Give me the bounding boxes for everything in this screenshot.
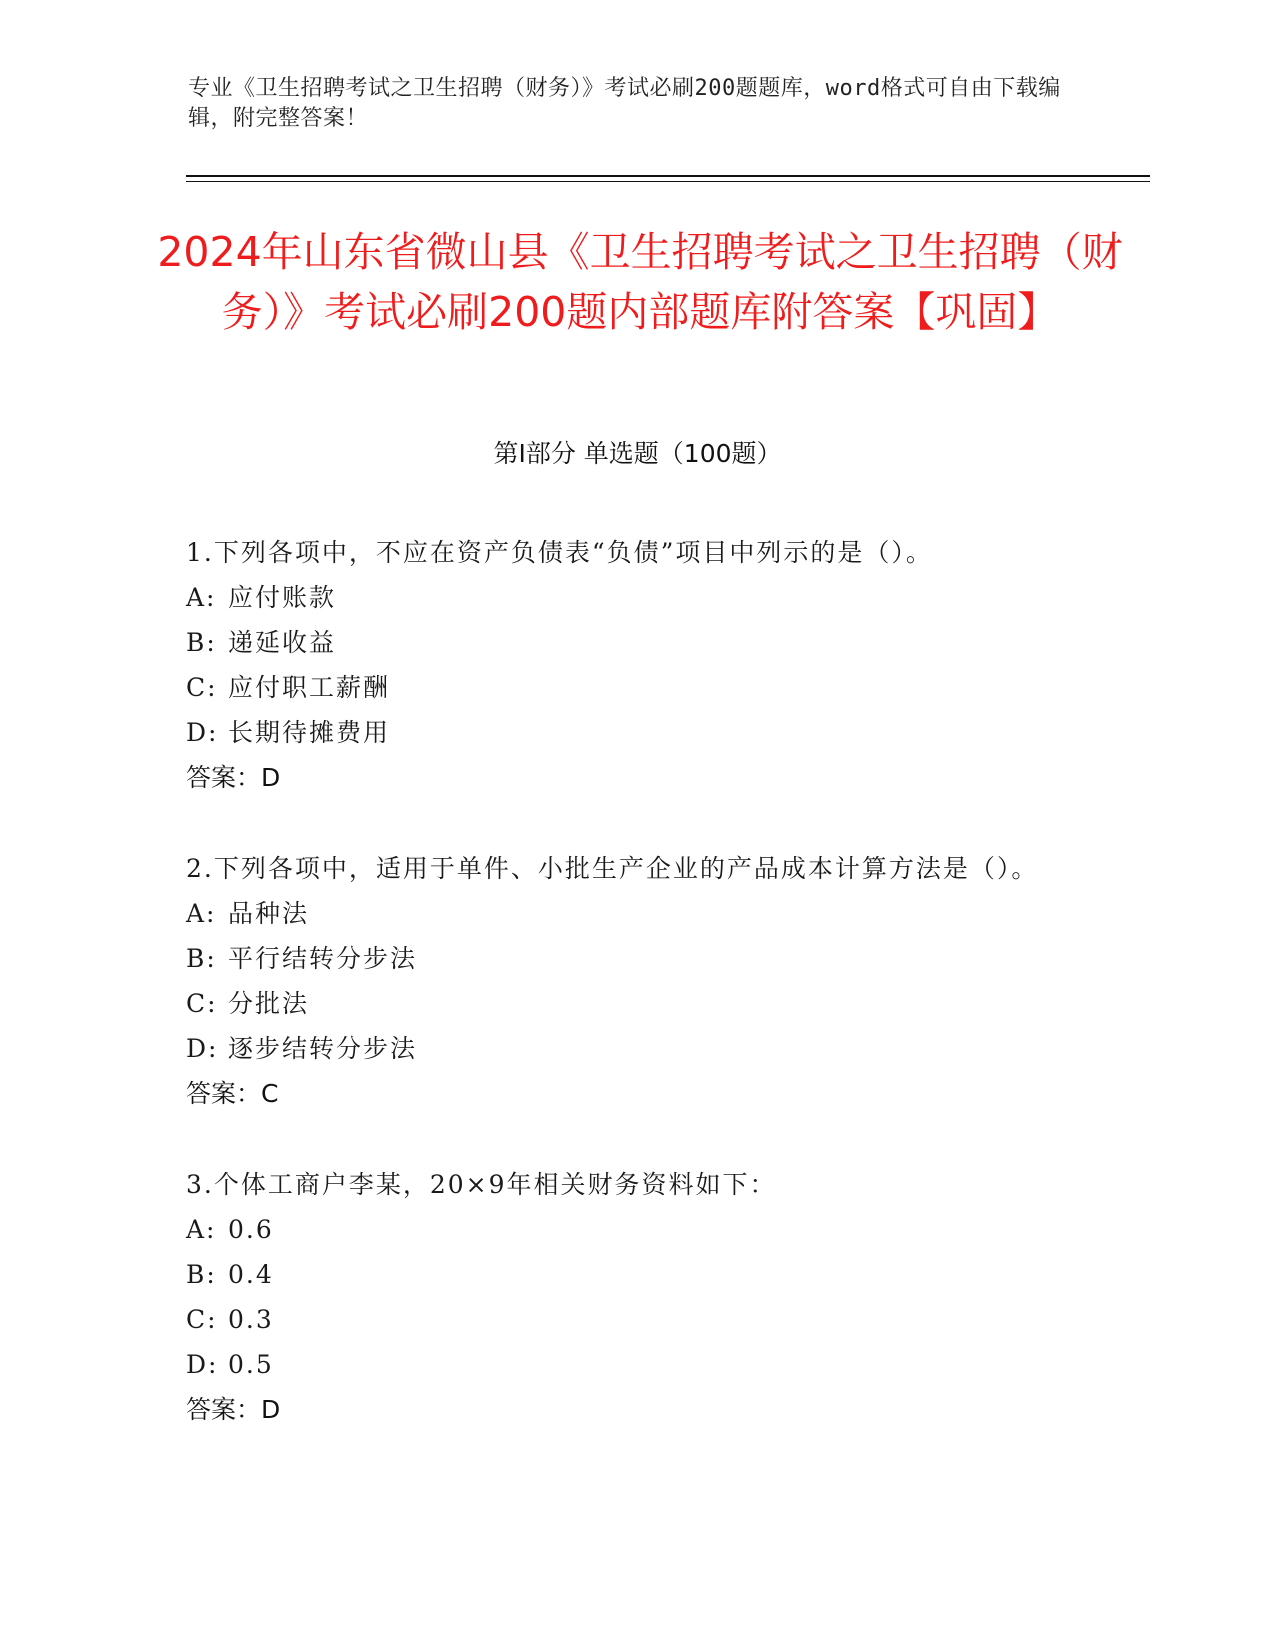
option-c — [186, 665, 1066, 710]
question-stem: 1.下列各项中，不应在资产负债表“负债”项目中列示的是（）。 — [186, 538, 933, 567]
header-rule-thick — [186, 175, 1150, 177]
document-title: 2024年山东省微山县《卫生招聘考试之卫生招聘（财务）》考试必刷200题内部题库附答案【巩固】 — [157, 228, 1123, 336]
option-text: 递延收益 — [228, 628, 337, 657]
option-b — [186, 1252, 1066, 1297]
option-text: 0.6 — [228, 1215, 274, 1244]
section-heading: 第I部分 单选题（100题） — [493, 439, 782, 468]
question-stem: 3.个体工商户李某，20×9年相关财务资料如下： — [186, 1170, 777, 1199]
option-letter: A: — [186, 1215, 217, 1244]
question-3 — [186, 1162, 1066, 1432]
question-list — [186, 530, 1066, 1478]
option-letter: B: — [186, 628, 217, 657]
option-text: 0.5 — [228, 1350, 274, 1379]
answer-line: 答案：D — [186, 763, 281, 792]
option-text: 逐步结转分步法 — [228, 1034, 418, 1063]
option-text: 品种法 — [228, 899, 310, 928]
option-d — [186, 1026, 1066, 1071]
option-letter: C: — [186, 1305, 218, 1334]
option-text: 0.3 — [228, 1305, 274, 1334]
option-text: 应付职工薪酬 — [228, 673, 391, 702]
option-b — [186, 936, 1066, 981]
option-letter: A: — [186, 583, 217, 612]
option-b — [186, 620, 1066, 665]
option-a — [186, 575, 1066, 620]
header-rule-thin — [186, 181, 1150, 182]
option-text: 分批法 — [228, 989, 310, 1018]
option-d — [186, 710, 1066, 755]
question-2 — [186, 846, 1066, 1116]
option-letter: B: — [186, 1260, 217, 1289]
option-a — [186, 1207, 1066, 1252]
option-letter: C: — [186, 989, 218, 1018]
option-letter: D: — [186, 1350, 219, 1379]
option-letter: C: — [186, 673, 218, 702]
option-text: 长期待摊费用 — [228, 718, 391, 747]
question-stem: 2.下列各项中，适用于单件、小批生产企业的产品成本计算方法是（）。 — [186, 854, 1039, 883]
option-text: 平行结转分步法 — [228, 944, 418, 973]
header-note: 专业《卫生招聘考试之卫生招聘（财务）》考试必刷200题题库，word格式可自由下载编辑，附完整答案！ — [188, 76, 1061, 131]
option-d — [186, 1342, 1066, 1387]
option-text: 应付账款 — [228, 583, 337, 612]
question-1 — [186, 530, 1066, 800]
option-text: 0.4 — [228, 1260, 274, 1289]
answer-line: 答案：C — [186, 1079, 279, 1108]
answer-line: 答案：D — [186, 1395, 281, 1424]
option-letter: D: — [186, 1034, 219, 1063]
option-letter: D: — [186, 718, 219, 747]
option-a — [186, 891, 1066, 936]
option-c — [186, 1297, 1066, 1342]
option-c — [186, 981, 1066, 1026]
option-letter: B: — [186, 944, 217, 973]
option-letter: A: — [186, 899, 217, 928]
